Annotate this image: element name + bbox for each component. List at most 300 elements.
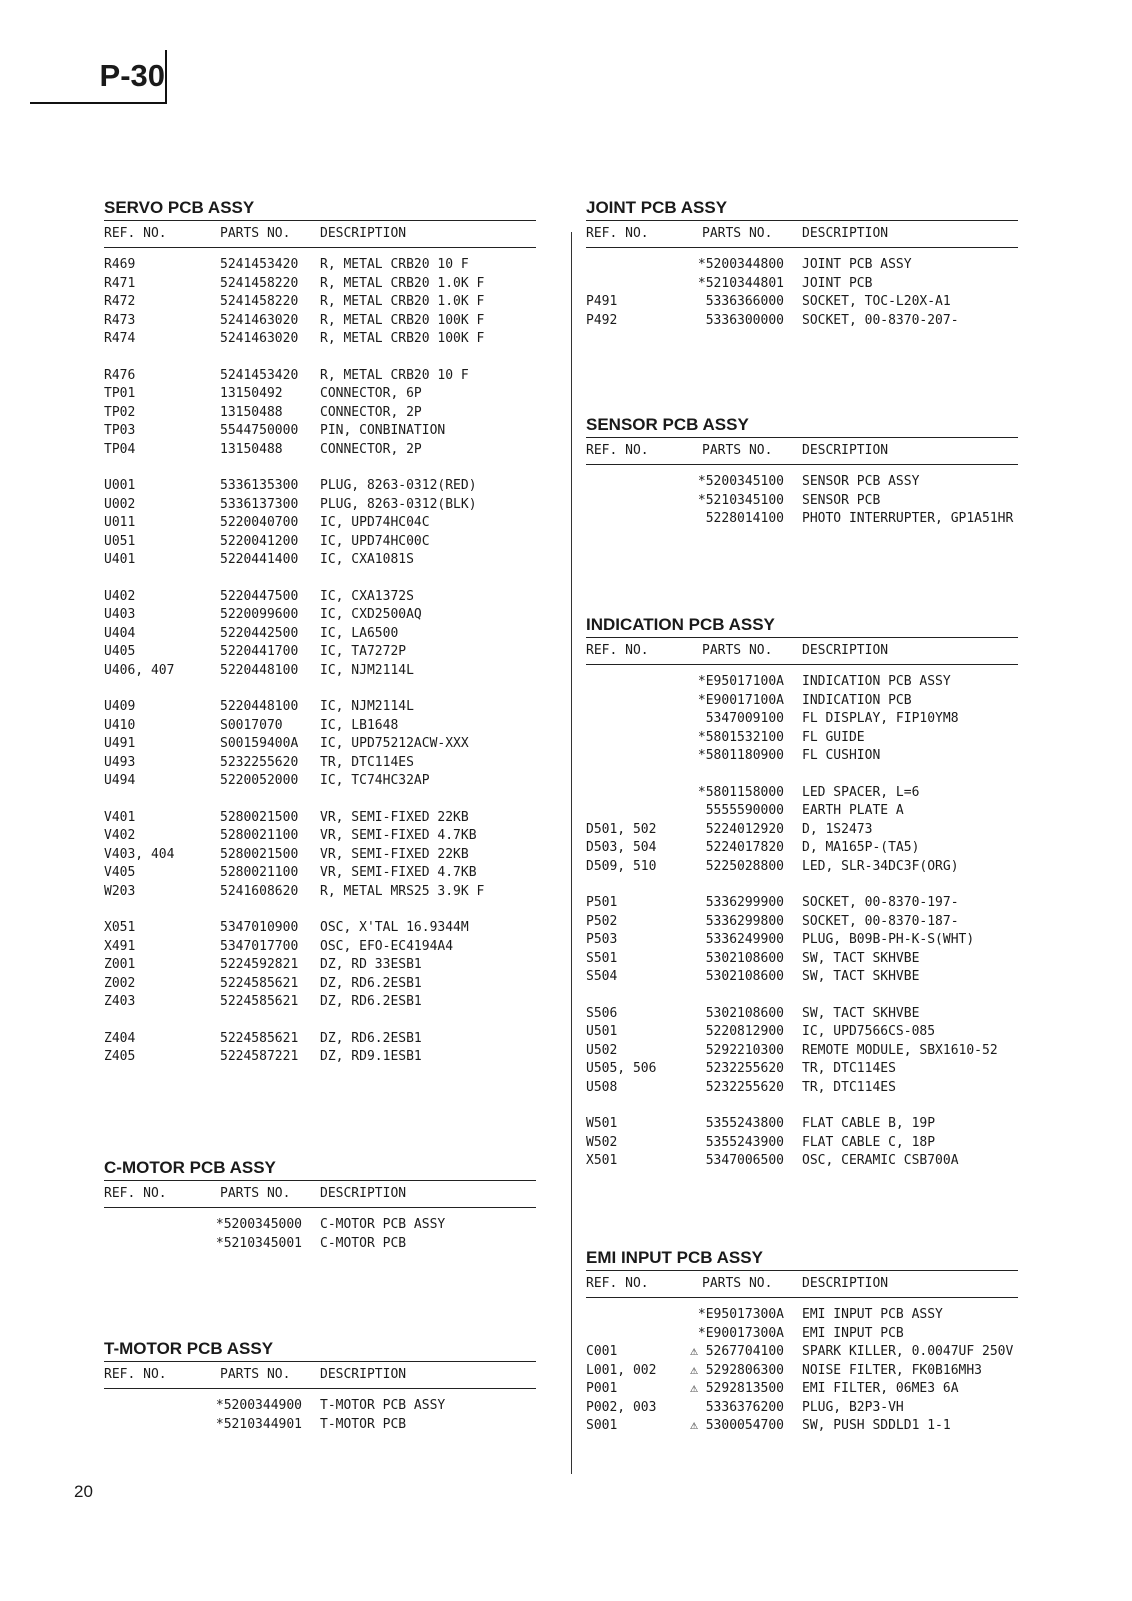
table-header — [104, 1361, 536, 1389]
parts-no-cell: *5200345100 — [697, 474, 784, 489]
parts-no-cell: 5336249900 — [705, 932, 784, 947]
table-row — [104, 1416, 536, 1435]
section-title: EMI INPUT PCB ASSY — [586, 1248, 763, 1267]
description-cell: TR, DTC114ES — [320, 754, 414, 770]
parts-no-cell: *5200345000 — [215, 1217, 302, 1232]
description-cell: DZ, RD6.2ESB1 — [320, 1030, 422, 1046]
table-row — [586, 510, 1018, 529]
parts-no-cell: 13150492 — [220, 386, 283, 401]
table-row — [586, 275, 1018, 294]
parts-no-cell: *5210344801 — [697, 275, 784, 291]
ref-no-cell: L001, 002 — [586, 1362, 657, 1378]
ref-no-cell: P502 — [586, 913, 618, 929]
description-cell: EMI FILTER, 06ME3 6A — [802, 1381, 959, 1396]
description-cell: PIN, CONBINATION — [320, 423, 446, 438]
table-row — [586, 1060, 1018, 1079]
description-cell: PLUG, 8263-0312(BLK) — [320, 496, 477, 512]
parts-no-cell: 5220448100 — [220, 662, 299, 678]
ref-no-cell: U501 — [586, 1024, 618, 1039]
table-row — [104, 883, 536, 902]
table-row — [104, 643, 536, 662]
description-cell: PLUG, 8263-0312(RED) — [320, 478, 477, 493]
description-cell: IC, UPD7566CS-085 — [802, 1024, 936, 1039]
table-row — [104, 330, 536, 349]
header-parts-no: PARTS NO. — [220, 226, 291, 241]
table-row — [586, 692, 1018, 711]
table-row — [104, 938, 536, 957]
description-cell: NOISE FILTER, FK0B16MH3 — [802, 1362, 983, 1378]
table-row — [586, 1380, 1018, 1399]
parts-no-cell: S00159400A — [220, 736, 299, 751]
table-row — [586, 492, 1018, 511]
ref-no-cell: P001 — [586, 1381, 618, 1396]
description-cell: FLAT CABLE C, 18P — [802, 1134, 936, 1150]
table-row — [586, 1079, 1018, 1098]
table-row — [104, 975, 536, 994]
description-cell: PLUG, B09B-PH-K-S(WHT) — [802, 932, 975, 947]
ref-no-cell: P002, 003 — [586, 1399, 657, 1415]
ref-no-cell: TP01 — [104, 386, 136, 401]
ref-no-cell: U403 — [104, 607, 136, 622]
parts-no-cell: ⚠ 5292806300 — [690, 1362, 784, 1378]
table-row — [586, 1325, 1018, 1344]
header-parts-no: PARTS NO. — [702, 1276, 773, 1291]
section-title: C-MOTOR PCB ASSY — [104, 1158, 276, 1177]
parts-no-cell: 5280021500 — [220, 809, 299, 825]
table-body — [586, 1298, 1018, 1436]
ref-no-cell: Z404 — [104, 1030, 136, 1046]
parts-no-cell: 5336135300 — [220, 478, 299, 493]
ref-no-cell: TP03 — [104, 423, 136, 438]
parts-no-cell: 5292210300 — [705, 1042, 784, 1058]
description-cell: FL CUSHION — [802, 748, 881, 763]
parts-no-cell: 5347017700 — [220, 938, 299, 954]
table-row — [104, 514, 536, 533]
ref-no-cell: X051 — [104, 920, 136, 935]
table-row — [104, 275, 536, 294]
ref-no-cell: X491 — [104, 938, 136, 954]
table-row — [586, 312, 1018, 331]
header-description: DESCRIPTION — [802, 443, 889, 458]
table-row — [104, 441, 536, 460]
parts-no-cell: 5302108600 — [705, 969, 784, 984]
header-ref-no: REF. NO. — [104, 226, 167, 241]
column-divider — [571, 232, 572, 1474]
header-ref-no: REF. NO. — [586, 1276, 649, 1291]
parts-no-cell: 5220099600 — [220, 607, 299, 622]
table-row — [586, 950, 1018, 969]
description-cell: D, 1S2473 — [802, 821, 873, 837]
header-description: DESCRIPTION — [802, 643, 889, 658]
header-description: DESCRIPTION — [320, 226, 407, 241]
description-cell: IC, LA6500 — [320, 625, 399, 641]
parts-no-cell: *5200344800 — [697, 257, 784, 272]
table-row — [586, 968, 1018, 987]
ref-no-cell: Z405 — [104, 1049, 136, 1064]
table-row — [104, 735, 536, 754]
parts-no-cell: 5555590000 — [705, 803, 784, 818]
table-row — [104, 551, 536, 570]
description-cell: SENSOR PCB ASSY — [802, 474, 920, 489]
table-row — [586, 256, 1018, 275]
ref-no-cell: U409 — [104, 699, 136, 714]
parts-no-cell: 13150488 — [220, 441, 283, 457]
parts-no-cell: 5347006500 — [705, 1153, 784, 1168]
parts-no-cell: 5225028800 — [705, 858, 784, 874]
parts-no-cell: 5220442500 — [220, 625, 299, 641]
parts-no-cell: 5336137300 — [220, 496, 299, 512]
description-cell: CONNECTOR, 2P — [320, 404, 422, 420]
parts-no-cell: 5220441700 — [220, 644, 299, 659]
parts-no-cell: 5241453420 — [220, 257, 299, 272]
table-row — [104, 1030, 536, 1049]
ref-no-cell: X501 — [586, 1153, 618, 1168]
description-cell: IC, LB1648 — [320, 717, 399, 733]
description-cell: IC, CXD2500AQ — [320, 607, 422, 622]
description-cell: VR, SEMI-FIXED 22KB — [320, 846, 469, 862]
table-row — [104, 754, 536, 773]
table-row — [104, 919, 536, 938]
parts-no-cell: 5336376200 — [705, 1399, 784, 1415]
table-row — [104, 1235, 536, 1254]
servo-pcb-assy-section — [104, 196, 536, 1067]
ref-no-cell: U011 — [104, 515, 136, 530]
description-cell: SOCKET, 00-8370-197- — [802, 895, 959, 910]
ref-no-cell: U002 — [104, 496, 136, 512]
description-cell: SOCKET, 00-8370-187- — [802, 913, 959, 929]
parts-no-cell: *5200344900 — [215, 1398, 302, 1413]
table-row — [104, 1397, 536, 1416]
ref-no-cell: U405 — [104, 644, 136, 659]
description-cell: C-MOTOR PCB ASSY — [320, 1217, 446, 1232]
description-cell: SPARK KILLER, 0.0047UF 250V — [802, 1344, 1014, 1359]
ref-no-cell: U491 — [104, 736, 136, 751]
ref-no-cell: V405 — [104, 865, 136, 880]
table-row — [104, 827, 536, 846]
description-cell: T-MOTOR PCB — [320, 1416, 407, 1432]
parts-no-cell: *E95017100A — [697, 674, 784, 689]
table-row — [586, 1399, 1018, 1418]
description-cell: JOINT PCB ASSY — [802, 257, 912, 272]
description-cell: EMI INPUT PCB ASSY — [802, 1307, 943, 1322]
description-cell: OSC, X'TAL 16.9344M — [320, 920, 469, 935]
description-cell: OSC, CERAMIC CSB700A — [802, 1153, 959, 1168]
table-row — [586, 1005, 1018, 1024]
parts-no-cell: 5241608620 — [220, 883, 299, 899]
ref-no-cell: D509, 510 — [586, 858, 657, 874]
table-row — [586, 1023, 1018, 1042]
header-parts-no: PARTS NO. — [220, 1186, 291, 1201]
parts-no-cell: 5224592821 — [220, 957, 299, 972]
description-cell: SOCKET, TOC-L20X-A1 — [802, 294, 951, 309]
parts-no-cell: *E95017300A — [697, 1307, 784, 1322]
table-row — [104, 606, 536, 625]
parts-no-cell: 5336299900 — [705, 895, 784, 910]
description-cell: TR, DTC114ES — [802, 1061, 896, 1076]
parts-no-cell: 5355243900 — [705, 1134, 784, 1150]
table-row — [586, 1417, 1018, 1436]
parts-no-cell: 5220812900 — [705, 1024, 784, 1039]
parts-no-cell: 5232255620 — [705, 1079, 784, 1095]
table-row — [104, 496, 536, 515]
section-title: T-MOTOR PCB ASSY — [104, 1339, 274, 1358]
ref-no-cell: D503, 504 — [586, 840, 657, 855]
header-description: DESCRIPTION — [802, 226, 889, 241]
description-cell: FLAT CABLE B, 19P — [802, 1116, 936, 1131]
header-ref-no: REF. NO. — [586, 643, 649, 658]
table-body — [586, 248, 1018, 330]
description-cell: R, METAL CRB20 1.0K F — [320, 294, 485, 309]
ref-no-cell: U494 — [104, 773, 136, 788]
ref-no-cell: R474 — [104, 331, 136, 346]
parts-no-cell: *5210345001 — [215, 1235, 302, 1251]
table-row — [586, 673, 1018, 692]
description-cell: REMOTE MODULE, SBX1610-52 — [802, 1042, 998, 1058]
parts-no-cell: 5224585621 — [220, 994, 299, 1009]
description-cell: IC, UPD74HC00C — [320, 533, 430, 549]
description-cell: SW, TACT SKHVBE — [802, 1005, 920, 1021]
page-number: 20 — [74, 1482, 93, 1501]
parts-no-cell: 13150488 — [220, 404, 283, 420]
table-row — [586, 1306, 1018, 1325]
parts-no-cell: 5224585621 — [220, 975, 299, 991]
parts-no-cell: 5241458220 — [220, 294, 299, 309]
header-description: DESCRIPTION — [320, 1186, 407, 1201]
ref-no-cell: U493 — [104, 754, 136, 770]
description-cell: IC, CXA1372S — [320, 588, 414, 604]
description-cell: TR, DTC114ES — [802, 1079, 896, 1095]
parts-no-cell: ⚠ 5300054700 — [690, 1418, 784, 1433]
table-row — [104, 477, 536, 496]
ref-no-cell: V403, 404 — [104, 846, 175, 862]
header-description: DESCRIPTION — [320, 1367, 407, 1382]
table-row — [104, 1048, 536, 1067]
ref-no-cell: R472 — [104, 294, 136, 309]
description-cell: CONNECTOR, 2P — [320, 441, 422, 457]
table-row — [104, 312, 536, 331]
parts-no-cell: 5347010900 — [220, 920, 299, 935]
parts-no-cell: *5210344901 — [215, 1416, 302, 1432]
description-cell: DZ, RD6.2ESB1 — [320, 975, 422, 991]
table-row — [104, 1216, 536, 1235]
parts-no-cell: 5220052000 — [220, 773, 299, 788]
header-parts-no: PARTS NO. — [220, 1367, 291, 1382]
description-cell: SW, TACT SKHVBE — [802, 950, 920, 966]
table-row — [586, 931, 1018, 950]
table-row — [586, 1115, 1018, 1134]
header-ref-no: REF. NO. — [104, 1186, 167, 1201]
parts-no-cell: 5241463020 — [220, 331, 299, 346]
t-motor-pcb-assy-section — [104, 1337, 536, 1434]
description-cell: FL GUIDE — [802, 729, 865, 745]
description-cell: IC, TA7272P — [320, 644, 407, 659]
indication-pcb-assy-section — [586, 613, 1018, 1171]
description-cell: VR, SEMI-FIXED 22KB — [320, 809, 469, 825]
parts-no-cell: 5220448100 — [220, 699, 299, 714]
parts-no-cell: 5355243800 — [705, 1116, 784, 1131]
description-cell: IC, CXA1081S — [320, 552, 414, 567]
table-header — [586, 637, 1018, 665]
ref-no-cell: P503 — [586, 932, 618, 947]
description-cell: D, MA165P-(TA5) — [802, 840, 920, 855]
description-cell: R, METAL CRB20 100K F — [320, 312, 485, 328]
section-title: JOINT PCB ASSY — [586, 198, 728, 217]
ref-no-cell: U502 — [586, 1042, 618, 1058]
description-cell: DZ, RD6.2ESB1 — [320, 994, 422, 1009]
parts-no-cell: 5302108600 — [705, 950, 784, 966]
parts-no-cell: S0017070 — [220, 717, 283, 733]
parts-no-cell: 5220447500 — [220, 588, 299, 604]
description-cell: VR, SEMI-FIXED 4.7KB — [320, 828, 477, 843]
description-cell: OSC, EFO-EC4194A4 — [320, 938, 454, 954]
ref-no-cell: S504 — [586, 969, 618, 984]
parts-no-cell: 5302108600 — [705, 1005, 784, 1021]
table-row — [104, 422, 536, 441]
table-row — [104, 256, 536, 275]
description-cell: R, METAL MRS25 3.9K F — [320, 883, 485, 899]
ref-no-cell: U402 — [104, 588, 136, 604]
header-parts-no: PARTS NO. — [702, 443, 773, 458]
table-body — [586, 665, 1018, 1171]
section-title: SERVO PCB ASSY — [104, 198, 255, 217]
parts-no-cell: 5224585621 — [220, 1030, 299, 1046]
parts-no-cell: 5220041200 — [220, 533, 299, 549]
table-header — [104, 1180, 536, 1208]
ref-no-cell: P492 — [586, 312, 618, 328]
table-header — [104, 220, 536, 248]
description-cell: EARTH PLATE A — [802, 803, 904, 818]
description-cell: C-MOTOR PCB — [320, 1235, 407, 1251]
table-row — [104, 956, 536, 975]
description-cell: DZ, RD 33ESB1 — [320, 957, 422, 972]
parts-no-cell: ⚠ 5292813500 — [690, 1381, 784, 1396]
table-row — [104, 717, 536, 736]
ref-no-cell: U508 — [586, 1079, 618, 1095]
ref-no-cell: Z403 — [104, 994, 136, 1009]
ref-no-cell: TP04 — [104, 441, 136, 457]
table-row — [586, 821, 1018, 840]
parts-no-cell: 5336300000 — [705, 312, 784, 328]
description-cell: IC, TC74HC32AP — [320, 773, 430, 788]
description-cell: SW, PUSH SDDLD1 1-1 — [802, 1418, 951, 1433]
c-motor-pcb-assy-section — [104, 1156, 536, 1253]
parts-no-cell: *E90017300A — [697, 1325, 784, 1341]
parts-no-cell: *5210345100 — [697, 492, 784, 508]
ref-no-cell: R471 — [104, 275, 136, 291]
table-body — [104, 1389, 536, 1434]
parts-no-cell: *5801532100 — [697, 729, 784, 745]
table-row — [104, 404, 536, 423]
section-title: INDICATION PCB ASSY — [586, 615, 775, 634]
description-cell: R, METAL CRB20 1.0K F — [320, 275, 485, 291]
ref-no-cell: V402 — [104, 828, 136, 843]
parts-no-cell: *E90017100A — [697, 692, 784, 708]
description-cell: DZ, RD9.1ESB1 — [320, 1049, 422, 1064]
table-row — [586, 1362, 1018, 1381]
table-row — [104, 993, 536, 1012]
table-row — [104, 809, 536, 828]
parts-no-cell: ⚠ 5267704100 — [690, 1344, 784, 1359]
parts-no-cell: 5224017820 — [705, 840, 784, 855]
parts-no-cell: 5220040700 — [220, 515, 299, 530]
table-row — [104, 846, 536, 865]
ref-no-cell: R469 — [104, 257, 136, 272]
table-row — [586, 1152, 1018, 1171]
table-body — [586, 465, 1018, 529]
table-body — [104, 248, 536, 1067]
parts-no-cell: 5241463020 — [220, 312, 299, 328]
ref-no-cell: Z002 — [104, 975, 136, 991]
parts-no-cell: 5241453420 — [220, 367, 299, 383]
table-row — [104, 625, 536, 644]
table-row — [586, 839, 1018, 858]
parts-no-cell: 5241458220 — [220, 275, 299, 291]
parts-no-cell: *5801180900 — [697, 748, 784, 763]
section-title: SENSOR PCB ASSY — [586, 415, 749, 434]
table-body — [104, 1208, 536, 1253]
table-row — [586, 729, 1018, 748]
header-parts-no: PARTS NO. — [702, 643, 773, 658]
parts-no-cell: 5220441400 — [220, 552, 299, 567]
table-row — [586, 802, 1018, 821]
parts-no-cell: 5336299800 — [705, 913, 784, 929]
table-row — [586, 894, 1018, 913]
table-row — [586, 784, 1018, 803]
table-row — [586, 293, 1018, 312]
table-row — [104, 772, 536, 791]
table-row — [104, 662, 536, 681]
table-row — [104, 367, 536, 386]
table-row — [104, 864, 536, 883]
description-cell: SOCKET, 00-8370-207- — [802, 312, 959, 328]
table-header — [586, 1270, 1018, 1298]
parts-no-cell: 5336366000 — [705, 294, 784, 309]
ref-no-cell: D501, 502 — [586, 821, 657, 837]
model-box — [30, 50, 167, 104]
table-row — [586, 1042, 1018, 1061]
ref-no-cell: U401 — [104, 552, 136, 567]
table-row — [586, 747, 1018, 766]
table-row — [586, 710, 1018, 729]
table-row — [586, 473, 1018, 492]
description-cell: R, METAL CRB20 10 F — [320, 367, 469, 383]
parts-no-cell: 5280021100 — [220, 828, 299, 843]
parts-no-cell: 5232255620 — [220, 754, 299, 770]
sensor-pcb-assy-section — [586, 413, 1018, 529]
table-row — [104, 385, 536, 404]
table-row — [586, 858, 1018, 877]
model-title: P-30 — [99, 58, 165, 93]
table-row — [104, 698, 536, 717]
parts-no-cell: 5228014100 — [705, 511, 784, 526]
table-row — [586, 1134, 1018, 1153]
joint-pcb-assy-section — [586, 196, 1018, 330]
ref-no-cell: TP02 — [104, 404, 136, 420]
parts-no-cell: 5280021100 — [220, 865, 299, 880]
ref-no-cell: W203 — [104, 883, 136, 899]
ref-no-cell: W502 — [586, 1134, 618, 1150]
description-cell: IC, UPD74HC04C — [320, 515, 430, 530]
ref-no-cell: U410 — [104, 717, 136, 733]
description-cell: R, METAL CRB20 10 F — [320, 257, 469, 272]
ref-no-cell: S501 — [586, 950, 618, 966]
description-cell: SW, TACT SKHVBE — [802, 969, 920, 984]
header-ref-no: REF. NO. — [586, 226, 649, 241]
table-row — [586, 1343, 1018, 1362]
description-cell: PHOTO INTERRUPTER, GP1A51HR — [802, 511, 1014, 526]
description-cell: LED, SLR-34DC3F(ORG) — [802, 858, 959, 874]
ref-no-cell: U001 — [104, 478, 136, 493]
